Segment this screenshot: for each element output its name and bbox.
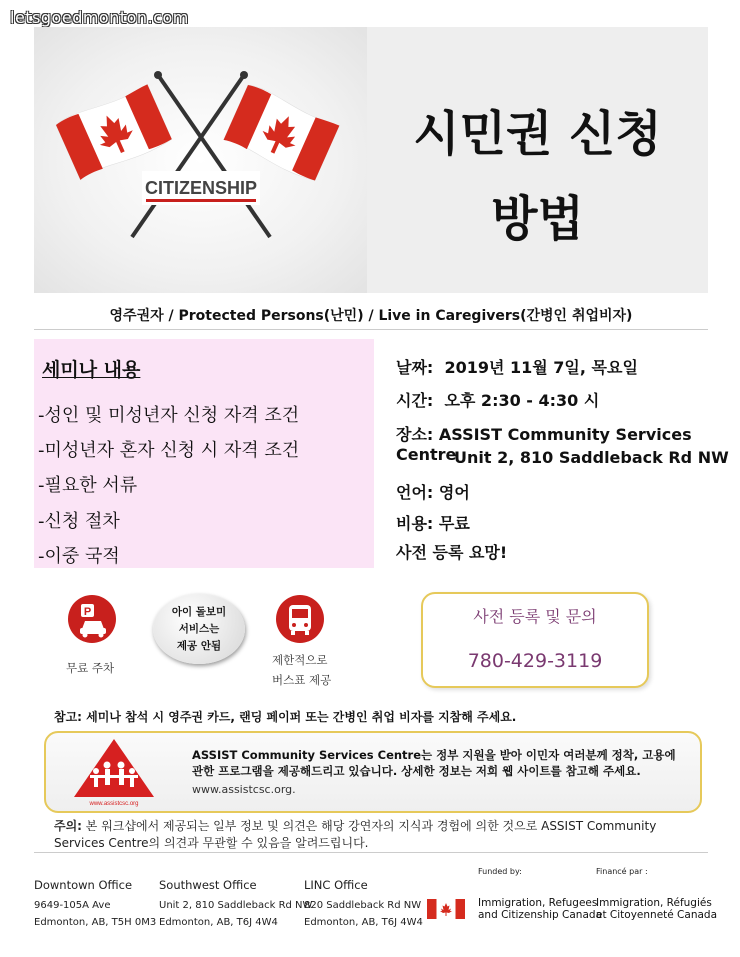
event-time bbox=[396, 388, 599, 411]
ircc-french bbox=[596, 897, 717, 921]
place-value: ASSIST Community Services Centre bbox=[396, 425, 692, 464]
canada-flag-right bbox=[223, 83, 341, 183]
office-address: 820 Saddleback Rd NW bbox=[304, 900, 422, 911]
footer-divider bbox=[34, 852, 708, 853]
date-label: 날짜: bbox=[396, 358, 434, 377]
date-value: 2019년 11월 7일, 목요일 bbox=[444, 358, 638, 377]
seminar-item: -이중 국적 bbox=[38, 546, 120, 567]
place-label: 장소: bbox=[396, 425, 434, 444]
canada-flag-icon bbox=[427, 899, 465, 923]
ircc-english bbox=[478, 897, 602, 921]
watermark: letsgoedmonton.com bbox=[10, 8, 189, 27]
disclaimer-text: 본 워크샵에서 제공되는 일부 정보 및 의견은 해당 강연자의 지식과 경험에 의한 것으로 ASSIST Community Services Centre의 의견과 무관할 수 있음을 알려드립니다. bbox=[54, 819, 657, 850]
childcare-line1: 아이 돌보미 bbox=[171, 606, 227, 618]
cost-label: 비용: bbox=[396, 514, 434, 533]
office-name: LINC Office bbox=[304, 878, 368, 892]
bus-line2: 버스표 제공 bbox=[272, 673, 332, 687]
language-value: 영어 bbox=[438, 483, 470, 502]
bus-ticket-text bbox=[272, 650, 331, 690]
office-name: Downtown Office bbox=[34, 878, 133, 892]
crossed-flags-image bbox=[34, 27, 367, 293]
childcare-line3: 제공 안됨 bbox=[176, 640, 222, 652]
registration-contact-box bbox=[421, 592, 649, 688]
citizenship-illustration bbox=[34, 27, 367, 293]
bus-icon bbox=[276, 595, 324, 643]
office-city: Edmonton, AB, T6J 4W4 bbox=[159, 917, 278, 928]
office-city: Edmonton, AB, T5H 0M3 bbox=[34, 917, 157, 928]
funder-en-line1: Immigration, Refugees bbox=[478, 897, 598, 909]
funder-fr-line1: Immigration, Réfugiés bbox=[596, 897, 712, 909]
downtown-office bbox=[34, 878, 156, 928]
attendance-note: 참고: 세미나 참석 시 영주권 카드, 랜딩 페이퍼 또는 간병인 취업 비자를 지참해 주세요. bbox=[54, 710, 517, 724]
office-name: Southwest Office bbox=[159, 878, 257, 892]
event-date bbox=[396, 355, 638, 378]
funder-fr-line2: et Citoyenneté Canada bbox=[596, 909, 718, 921]
free-parking-label: 무료 주차 bbox=[66, 661, 115, 675]
office-city: Edmonton, AB, T6J 4W4 bbox=[304, 917, 423, 928]
seminar-item: -필요한 서류 bbox=[38, 475, 138, 496]
assist-description: ASSIST Community Services Centre는 정부 지원을 받아 이민자 여러분께 정착, 고용에 관한 프로그램을 제공해드리고 있습니다. 상세한 정보는 저희 웹 사이트를 참고해 주세요. bbox=[192, 748, 676, 778]
childcare-text bbox=[153, 604, 245, 655]
cost-value: 무료 bbox=[438, 514, 470, 533]
parking-icon bbox=[68, 595, 116, 643]
time-label: 시간: bbox=[396, 391, 434, 410]
eligibility-subtitle: 영주권자 / Protected Persons(난민) / Live in Caregivers(간병인 취업비자) bbox=[109, 308, 633, 324]
bus-line1: 제한적으로 bbox=[272, 653, 328, 667]
assist-website-link[interactable]: www.assistcsc.org. bbox=[192, 783, 296, 796]
event-language bbox=[396, 480, 470, 503]
linc-office bbox=[304, 878, 423, 928]
office-address: 9649-105A Ave bbox=[34, 900, 111, 911]
contact-label: 사전 등록 및 문의 bbox=[473, 607, 597, 626]
page-title-line1: 시민권 신청 bbox=[413, 106, 662, 162]
disclaimer bbox=[54, 818, 710, 852]
finance-par-label: Financé par : bbox=[596, 867, 648, 876]
southwest-office bbox=[159, 878, 312, 928]
event-cost bbox=[396, 511, 470, 534]
contact-phone[interactable]: 780-429-3119 bbox=[467, 650, 603, 672]
logo-url: www.assistcsc.org bbox=[89, 801, 139, 807]
place-address: Unit 2, 810 Saddleback Rd NW bbox=[454, 448, 729, 467]
svg-text:P: P bbox=[83, 606, 92, 618]
canada-flag-left bbox=[55, 82, 173, 182]
assist-logo bbox=[72, 737, 156, 807]
seminar-item: -성인 및 미성년자 신청 자격 조건 bbox=[38, 405, 300, 426]
page-title-line2: 방법 bbox=[491, 191, 584, 247]
language-label: 언어: bbox=[396, 483, 434, 502]
disclaimer-label: 주의: bbox=[54, 819, 82, 833]
funder-en-line2: and Citizenship Canada bbox=[478, 909, 603, 921]
registration-required: 사전 등록 요망! bbox=[396, 543, 508, 562]
seminar-item: -미성년자 혼자 신청 시 자격 조건 bbox=[38, 440, 300, 461]
childcare-line2: 서비스는 bbox=[178, 623, 220, 635]
divider bbox=[34, 329, 708, 330]
seminar-item: -신청 절차 bbox=[38, 511, 120, 532]
funded-by-label: Funded by: bbox=[478, 867, 522, 876]
office-address: Unit 2, 810 Saddleback Rd NW bbox=[159, 900, 313, 911]
time-value: 오후 2:30 - 4:30 시 bbox=[444, 391, 600, 410]
citizenship-badge: CITIZENSHIP bbox=[144, 178, 258, 198]
seminar-heading: 세미나 내용 bbox=[42, 359, 141, 381]
